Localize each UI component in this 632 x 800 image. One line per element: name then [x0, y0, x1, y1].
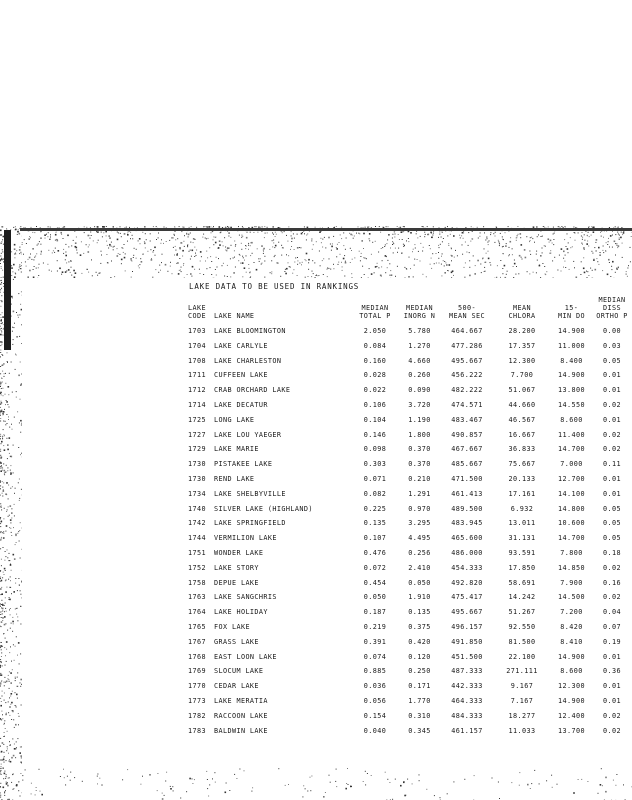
column-header: MEAN CHLORA	[508, 304, 536, 320]
sec-cell: 484.333	[451, 711, 483, 720]
scan-noise-top	[0, 226, 632, 278]
inorg-n-cell: 0.050	[408, 578, 431, 587]
chlora-cell: 16.667	[508, 430, 536, 439]
column-header: 500- MEAN SEC	[449, 304, 485, 320]
sec-cell: 495.667	[451, 356, 483, 365]
sec-cell: 477.286	[451, 341, 483, 350]
min-do-cell: 8.410	[560, 637, 583, 646]
min-do-cell: 12.300	[558, 682, 585, 691]
table-body	[186, 324, 632, 738]
sec-cell: 465.600	[451, 534, 483, 543]
lake-name-cell: LAKE SANGCHRIS	[214, 593, 277, 602]
table-row	[186, 709, 632, 724]
min-do-cell: 8.400	[560, 356, 583, 365]
ortho-p-cell: 0.00	[603, 327, 621, 335]
min-do-cell: 14.100	[558, 489, 585, 498]
inorg-n-cell: 3.295	[408, 519, 431, 528]
table-row	[186, 664, 632, 679]
ortho-p-cell: 0.07	[603, 622, 621, 631]
lake-code-cell: 1758	[188, 578, 206, 587]
total-p-cell: 0.391	[363, 637, 387, 646]
inorg-n-cell: 0.120	[408, 652, 431, 661]
lake-name-cell: LAKE SPRINGFIELD	[214, 519, 286, 528]
chlora-cell: 6.932	[510, 504, 534, 513]
lake-code-cell: 1730	[188, 460, 206, 469]
chlora-cell: 22.100	[508, 652, 536, 661]
lake-name-cell: LAKE STORY	[214, 563, 259, 572]
total-p-cell: 0.040	[363, 726, 387, 735]
min-do-cell: 14.900	[558, 371, 585, 380]
ortho-p-cell: 0.16	[603, 578, 621, 587]
ortho-p-cell: 0.05	[603, 356, 621, 365]
sec-cell: 461.413	[451, 489, 483, 498]
inorg-n-cell: 0.370	[408, 460, 431, 469]
lake-code-cell: 1703	[188, 327, 206, 335]
inorg-n-cell: 0.135	[408, 608, 431, 617]
chlora-cell: 14.242	[508, 593, 536, 602]
sec-cell: 490.857	[451, 430, 483, 439]
table-row	[186, 516, 632, 531]
inorg-n-cell: 4.495	[408, 534, 431, 543]
ortho-p-cell: 0.02	[603, 593, 621, 602]
table-header-row	[186, 296, 632, 324]
lake-code-cell: 1740	[188, 504, 206, 513]
ortho-p-cell: 0.01	[603, 682, 621, 691]
total-p-cell: 0.104	[363, 415, 387, 424]
lake-name-cell: BALDWIN LAKE	[214, 726, 268, 735]
column-header: 15- MIN DO	[558, 304, 585, 320]
total-p-cell: 0.154	[363, 711, 387, 720]
ortho-p-cell: 0.36	[603, 667, 621, 676]
ortho-p-cell: 0.02	[603, 711, 621, 720]
chlora-cell: 20.133	[508, 474, 536, 483]
table-row	[186, 487, 632, 502]
ortho-p-cell: 0.02	[603, 563, 621, 572]
inorg-n-cell: 0.171	[408, 682, 431, 691]
total-p-cell: 0.225	[363, 504, 387, 513]
table-row	[186, 442, 632, 457]
inorg-n-cell: 1.910	[408, 593, 431, 602]
lake-name-cell: LAKE DECATUR	[214, 400, 268, 409]
total-p-cell: 0.219	[363, 622, 387, 631]
inorg-n-cell: 0.370	[408, 445, 431, 454]
min-do-cell: 12.400	[558, 711, 585, 720]
sec-cell: 475.417	[451, 593, 483, 602]
total-p-cell: 0.082	[363, 489, 387, 498]
min-do-cell: 12.700	[558, 474, 585, 483]
lake-name-cell: CEDAR LAKE	[214, 682, 259, 691]
lake-name-cell: VERMILION LAKE	[214, 534, 277, 543]
lake-name-cell: LAKE CARLYLE	[214, 341, 268, 350]
sec-cell: 464.333	[451, 696, 483, 705]
lake-name-cell: LAKE LOU YAEGER	[214, 430, 282, 439]
table-row	[186, 428, 632, 443]
chlora-cell: 81.500	[508, 637, 536, 646]
min-do-cell: 14.900	[558, 327, 585, 335]
chlora-cell: 17.161	[508, 489, 536, 498]
table-row	[186, 620, 632, 635]
chlora-cell: 92.550	[508, 622, 536, 631]
table-row	[186, 324, 632, 339]
lake-code-cell: 1704	[188, 341, 206, 350]
sec-cell: 454.333	[451, 563, 483, 572]
ortho-p-cell: 0.02	[603, 430, 621, 439]
lake-code-cell: 1711	[188, 371, 206, 380]
inorg-n-cell: 3.720	[408, 400, 431, 409]
chlora-cell: 9.167	[510, 682, 534, 691]
inorg-n-cell: 0.970	[408, 504, 431, 513]
total-p-cell: 0.160	[363, 356, 387, 365]
lake-code-cell: 1708	[188, 356, 206, 365]
inorg-n-cell: 0.310	[408, 711, 431, 720]
ortho-p-cell: 0.01	[603, 415, 621, 424]
sec-cell: 489.500	[451, 504, 483, 513]
lake-name-cell: CUFFEEN LAKE	[214, 371, 268, 380]
lake-name-cell: LAKE MERATIA	[214, 696, 268, 705]
lake-code-cell: 1727	[188, 430, 206, 439]
min-do-cell: 10.600	[558, 519, 585, 528]
total-p-cell: 0.303	[363, 460, 387, 469]
lake-code-cell: 1742	[188, 519, 206, 528]
chlora-cell: 17.850	[508, 563, 536, 572]
inorg-n-cell: 1.291	[408, 489, 431, 498]
table-row	[186, 368, 632, 383]
lake-name-cell: LAKE HOLIDAY	[214, 608, 268, 617]
min-do-cell: 7.000	[560, 460, 583, 469]
table-row	[186, 694, 632, 709]
lake-code-cell: 1767	[188, 637, 206, 646]
column-header: MEDIAN TOTAL P	[359, 304, 391, 320]
total-p-cell: 0.072	[363, 563, 387, 572]
sec-cell: 461.157	[451, 726, 483, 735]
lake-code-cell: 1782	[188, 711, 206, 720]
lake-code-cell: 1765	[188, 622, 206, 631]
lake-name-cell: LAKE SHELBYVILLE	[214, 489, 286, 498]
inorg-n-cell: 1.190	[408, 415, 431, 424]
lake-code-cell: 1725	[188, 415, 206, 424]
min-do-cell: 14.550	[558, 400, 585, 409]
lake-code-cell: 1764	[188, 608, 206, 617]
min-do-cell: 13.700	[558, 726, 585, 735]
lake-name-cell: LONG LAKE	[214, 415, 255, 424]
min-do-cell: 14.800	[558, 504, 585, 513]
inorg-n-cell: 0.375	[408, 622, 431, 631]
ortho-p-cell: 0.05	[603, 504, 621, 513]
ortho-p-cell: 0.02	[603, 400, 621, 409]
lake-code-cell: 1769	[188, 667, 206, 676]
min-do-cell: 11.400	[558, 430, 585, 439]
min-do-cell: 11.000	[558, 341, 585, 350]
table-row	[186, 576, 632, 591]
chlora-cell: 7.700	[510, 371, 534, 380]
chlora-cell: 75.667	[508, 460, 536, 469]
inorg-n-cell: 1.800	[408, 430, 431, 439]
lake-data-table	[186, 296, 632, 738]
total-p-cell: 0.454	[363, 578, 387, 587]
ortho-p-cell: 0.01	[603, 386, 621, 395]
lake-name-cell: EAST LOON LAKE	[214, 652, 277, 661]
lake-name-cell: GRASS LAKE	[214, 637, 259, 646]
min-do-cell: 7.200	[560, 608, 583, 617]
ortho-p-cell: 0.02	[603, 445, 621, 454]
total-p-cell: 0.187	[363, 608, 387, 617]
ortho-p-cell: 0.01	[603, 371, 621, 380]
lake-code-cell: 1730	[188, 474, 206, 483]
min-do-cell: 14.500	[558, 593, 585, 602]
total-p-cell: 0.084	[363, 341, 387, 350]
chlora-cell: 31.131	[508, 534, 536, 543]
table-row	[186, 605, 632, 620]
chlora-cell: 51.067	[508, 386, 536, 395]
table-row	[186, 383, 632, 398]
ortho-p-cell: 0.02	[603, 726, 621, 735]
total-p-cell: 2.050	[363, 327, 387, 335]
sec-cell: 486.000	[451, 548, 483, 557]
ortho-p-cell: 0.11	[603, 460, 621, 469]
page-title: LAKE DATA TO BE USED IN RANKINGS	[189, 282, 360, 291]
lake-name-cell: FOX LAKE	[214, 622, 250, 631]
chlora-cell: 93.591	[508, 548, 536, 557]
table-row	[186, 561, 632, 576]
table-row	[186, 398, 632, 413]
table-row	[186, 546, 632, 561]
inorg-n-cell: 0.256	[408, 548, 431, 557]
page-top-rule	[20, 228, 632, 231]
table-row	[186, 472, 632, 487]
table-row	[186, 457, 632, 472]
table-row	[186, 635, 632, 650]
total-p-cell: 0.135	[363, 519, 387, 528]
lake-name-cell: RACCOON LAKE	[214, 711, 268, 720]
ortho-p-cell: 0.01	[603, 696, 621, 705]
sec-cell: 442.333	[451, 682, 483, 691]
inorg-n-cell: 0.090	[408, 386, 431, 395]
total-p-cell: 0.050	[363, 593, 387, 602]
ortho-p-cell: 0.01	[603, 489, 621, 498]
lake-code-cell: 1712	[188, 386, 206, 395]
lake-code-cell: 1744	[188, 534, 206, 543]
table-row	[186, 502, 632, 517]
scan-edge-shadow	[4, 230, 11, 350]
lake-name-cell: LAKE MARIE	[214, 445, 259, 454]
chlora-cell: 12.300	[508, 356, 536, 365]
min-do-cell: 7.800	[560, 548, 583, 557]
min-do-cell: 14.900	[558, 696, 585, 705]
lake-name-cell: CRAB ORCHARD LAKE	[214, 386, 291, 395]
lake-name-cell: LAKE CHARLESTON	[214, 356, 282, 365]
lake-code-cell: 1752	[188, 563, 206, 572]
sec-cell: 474.571	[451, 400, 483, 409]
inorg-n-cell: 2.410	[408, 563, 431, 572]
inorg-n-cell: 4.660	[408, 356, 431, 365]
chlora-cell: 36.833	[508, 445, 536, 454]
lake-name-cell: LAKE BLOOMINGTON	[214, 327, 286, 335]
lake-code-cell: 1751	[188, 548, 206, 557]
sec-cell: 483.467	[451, 415, 483, 424]
inorg-n-cell: 1.270	[408, 341, 431, 350]
column-header: LAKE CODE	[188, 304, 206, 320]
lake-name-cell: REND LAKE	[214, 474, 255, 483]
inorg-n-cell: 0.250	[408, 667, 431, 676]
sec-cell: 471.500	[451, 474, 483, 483]
sec-cell: 464.667	[451, 327, 483, 335]
chlora-cell: 17.357	[508, 341, 536, 350]
ortho-p-cell: 0.19	[603, 637, 621, 646]
min-do-cell: 8.420	[560, 622, 583, 631]
table-row	[186, 679, 632, 694]
chlora-cell: 51.267	[508, 608, 536, 617]
sec-cell: 482.222	[451, 386, 483, 395]
chlora-cell: 13.011	[508, 519, 536, 528]
total-p-cell: 0.885	[363, 667, 387, 676]
lake-code-cell: 1734	[188, 489, 206, 498]
ortho-p-cell: 0.04	[603, 608, 621, 617]
column-header: MEDIAN DISS ORTHO P	[596, 296, 628, 320]
total-p-cell: 0.107	[363, 534, 387, 543]
sec-cell: 496.157	[451, 622, 483, 631]
total-p-cell: 0.106	[363, 400, 387, 409]
lake-code-cell: 1763	[188, 593, 206, 602]
sec-cell: 456.222	[451, 371, 483, 380]
chlora-cell: 7.167	[510, 696, 534, 705]
chlora-cell: 271.111	[506, 667, 538, 676]
lake-code-cell: 1783	[188, 726, 206, 735]
total-p-cell: 0.022	[363, 386, 387, 395]
min-do-cell: 7.900	[560, 578, 583, 587]
table-row	[186, 650, 632, 665]
column-header: LAKE NAME	[214, 312, 255, 320]
min-do-cell: 8.600	[560, 415, 583, 424]
inorg-n-cell: 5.780	[408, 327, 431, 335]
lake-code-cell: 1768	[188, 652, 206, 661]
total-p-cell: 0.074	[363, 652, 387, 661]
sec-cell: 487.333	[451, 667, 483, 676]
lake-name-cell: SILVER LAKE (HIGHLAND)	[214, 504, 313, 513]
total-p-cell: 0.036	[363, 682, 387, 691]
ortho-p-cell: 0.01	[603, 474, 621, 483]
lake-name-cell: WONDER LAKE	[214, 548, 264, 557]
chlora-cell: 46.567	[508, 415, 536, 424]
total-p-cell: 0.476	[363, 548, 387, 557]
ortho-p-cell: 0.18	[603, 548, 621, 557]
table-row	[186, 339, 632, 354]
table-row	[186, 531, 632, 546]
chlora-cell: 18.277	[508, 711, 536, 720]
total-p-cell: 0.028	[363, 371, 387, 380]
lake-name-cell: DEPUE LAKE	[214, 578, 259, 587]
total-p-cell: 0.146	[363, 430, 387, 439]
column-header: MEDIAN INORG N	[403, 304, 436, 320]
min-do-cell: 14.700	[558, 534, 585, 543]
sec-cell: 495.667	[451, 608, 483, 617]
inorg-n-cell: 0.420	[408, 637, 431, 646]
inorg-n-cell: 0.260	[408, 371, 431, 380]
ortho-p-cell: 0.03	[603, 341, 621, 350]
inorg-n-cell: 0.210	[408, 474, 431, 483]
lake-name-cell: SLOCUM LAKE	[214, 667, 264, 676]
table-row	[186, 724, 632, 739]
chlora-cell: 28.200	[508, 327, 536, 335]
lake-name-cell: PISTAKEE LAKE	[214, 460, 273, 469]
lake-code-cell: 1773	[188, 696, 206, 705]
sec-cell: 492.820	[451, 578, 483, 587]
chlora-cell: 11.033	[508, 726, 536, 735]
min-do-cell: 14.850	[558, 563, 585, 572]
min-do-cell: 14.900	[558, 652, 585, 661]
lake-code-cell: 1770	[188, 682, 206, 691]
lake-code-cell: 1714	[188, 400, 206, 409]
min-do-cell: 14.700	[558, 445, 585, 454]
total-p-cell: 0.071	[363, 474, 387, 483]
ortho-p-cell: 0.05	[603, 519, 621, 528]
scan-noise-bottom	[0, 768, 632, 800]
inorg-n-cell: 0.345	[408, 726, 431, 735]
chlora-cell: 44.660	[508, 400, 536, 409]
inorg-n-cell: 1.770	[408, 696, 431, 705]
sec-cell: 491.850	[451, 637, 483, 646]
table-row	[186, 413, 632, 428]
ortho-p-cell: 0.01	[603, 652, 621, 661]
lake-code-cell: 1729	[188, 445, 206, 454]
sec-cell: 485.667	[451, 460, 483, 469]
sec-cell: 467.667	[451, 445, 483, 454]
sec-cell: 483.945	[451, 519, 483, 528]
total-p-cell: 0.098	[363, 445, 387, 454]
min-do-cell: 13.800	[558, 386, 585, 395]
chlora-cell: 58.691	[508, 578, 536, 587]
table-row	[186, 590, 632, 605]
total-p-cell: 0.056	[363, 696, 387, 705]
sec-cell: 451.500	[451, 652, 483, 661]
min-do-cell: 8.600	[560, 667, 583, 676]
table-row	[186, 354, 632, 369]
ortho-p-cell: 0.05	[603, 534, 621, 543]
